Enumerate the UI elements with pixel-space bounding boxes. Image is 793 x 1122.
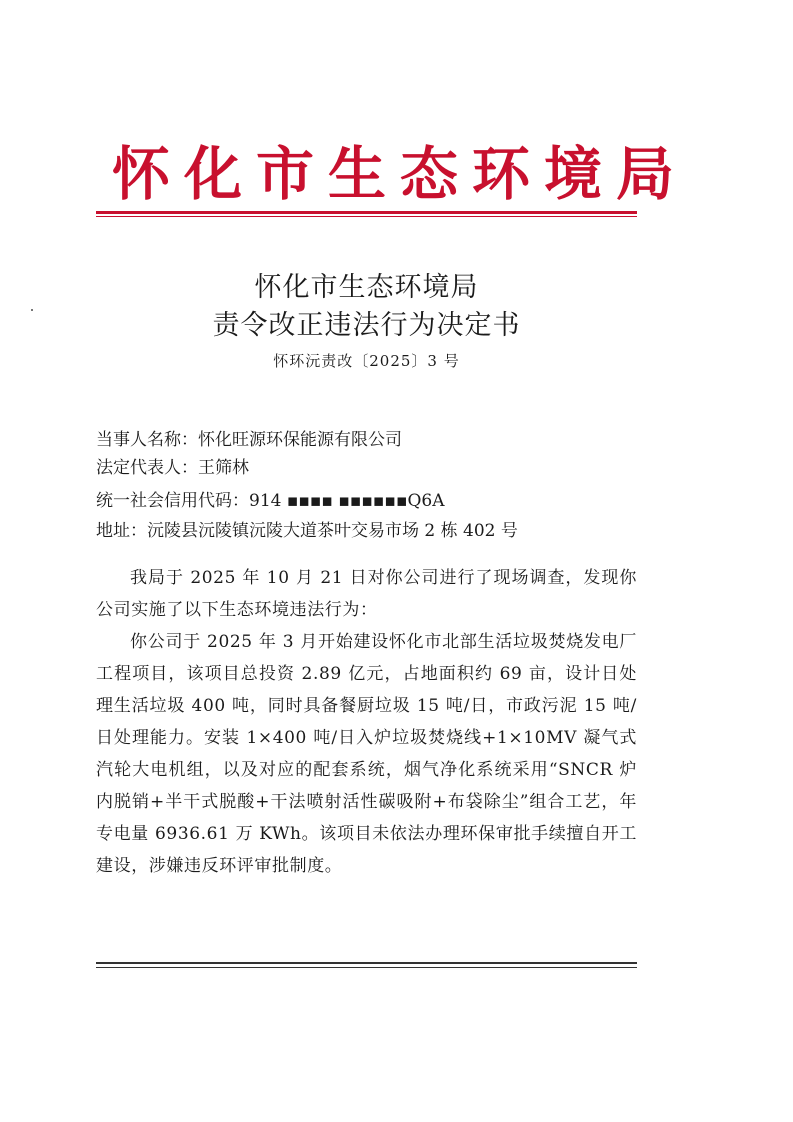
investigation-paragraph: 我局于 2025 年 10 月 21 日对你公司进行了现场调查，发现你公司实施了以下生态环境违法行为：	[96, 568, 637, 620]
masthead-rule-thick	[96, 211, 637, 214]
document-title-type: 责令改正违法行为决定书	[212, 310, 521, 341]
violation-paragraph: 你公司于 2025 年 3 月开始建设怀化市北部生活垃圾焚烧发电厂工程项目，该项目总投资 2.89 亿元，占地面积约 69 亩，设计日处理生活垃圾 400 吨，同时具备餐厨垃圾 15 吨/日，市政污泥 15 吨/日处理能力。安装 1×400 吨/日入炉垃圾焚烧线+1×10MV 凝气式汽轮大电机组，以及对应的配套系统，烟气净化系统采用“SNCR 炉内脱销+半干式脱酸+干法喷射活性碳吸附+布袋除尘”组合工艺，年专电量 6936.61 万 KWh。该项目未依法办理环保审批手续擅自开工建设，涉嫌违反环评审批制度。	[96, 632, 637, 876]
credit-code: 统一社会信用代码：914 ▪▪▪▪ ▪▪▪▪▪▪Q6A	[96, 491, 445, 511]
document-title-agency: 怀化市生态环境局	[254, 272, 479, 303]
masthead-rule-thin	[96, 216, 637, 217]
document-number: 怀环沅责改〔2025〕3 号	[273, 352, 460, 370]
party-address: 地址：沅陵县沅陵镇沅陵大道茶叶交易市场 2 栋 402 号	[96, 521, 518, 541]
footer-rule-thick	[96, 962, 637, 964]
party-name: 当事人名称：怀化旺源环保能源有限公司	[96, 430, 402, 450]
footer-rule-thin	[96, 967, 637, 968]
agency-masthead: 怀化市生态环境局	[112, 140, 689, 208]
legal-representative: 法定代表人：王筛林	[96, 458, 249, 478]
scan-speck	[31, 309, 33, 311]
